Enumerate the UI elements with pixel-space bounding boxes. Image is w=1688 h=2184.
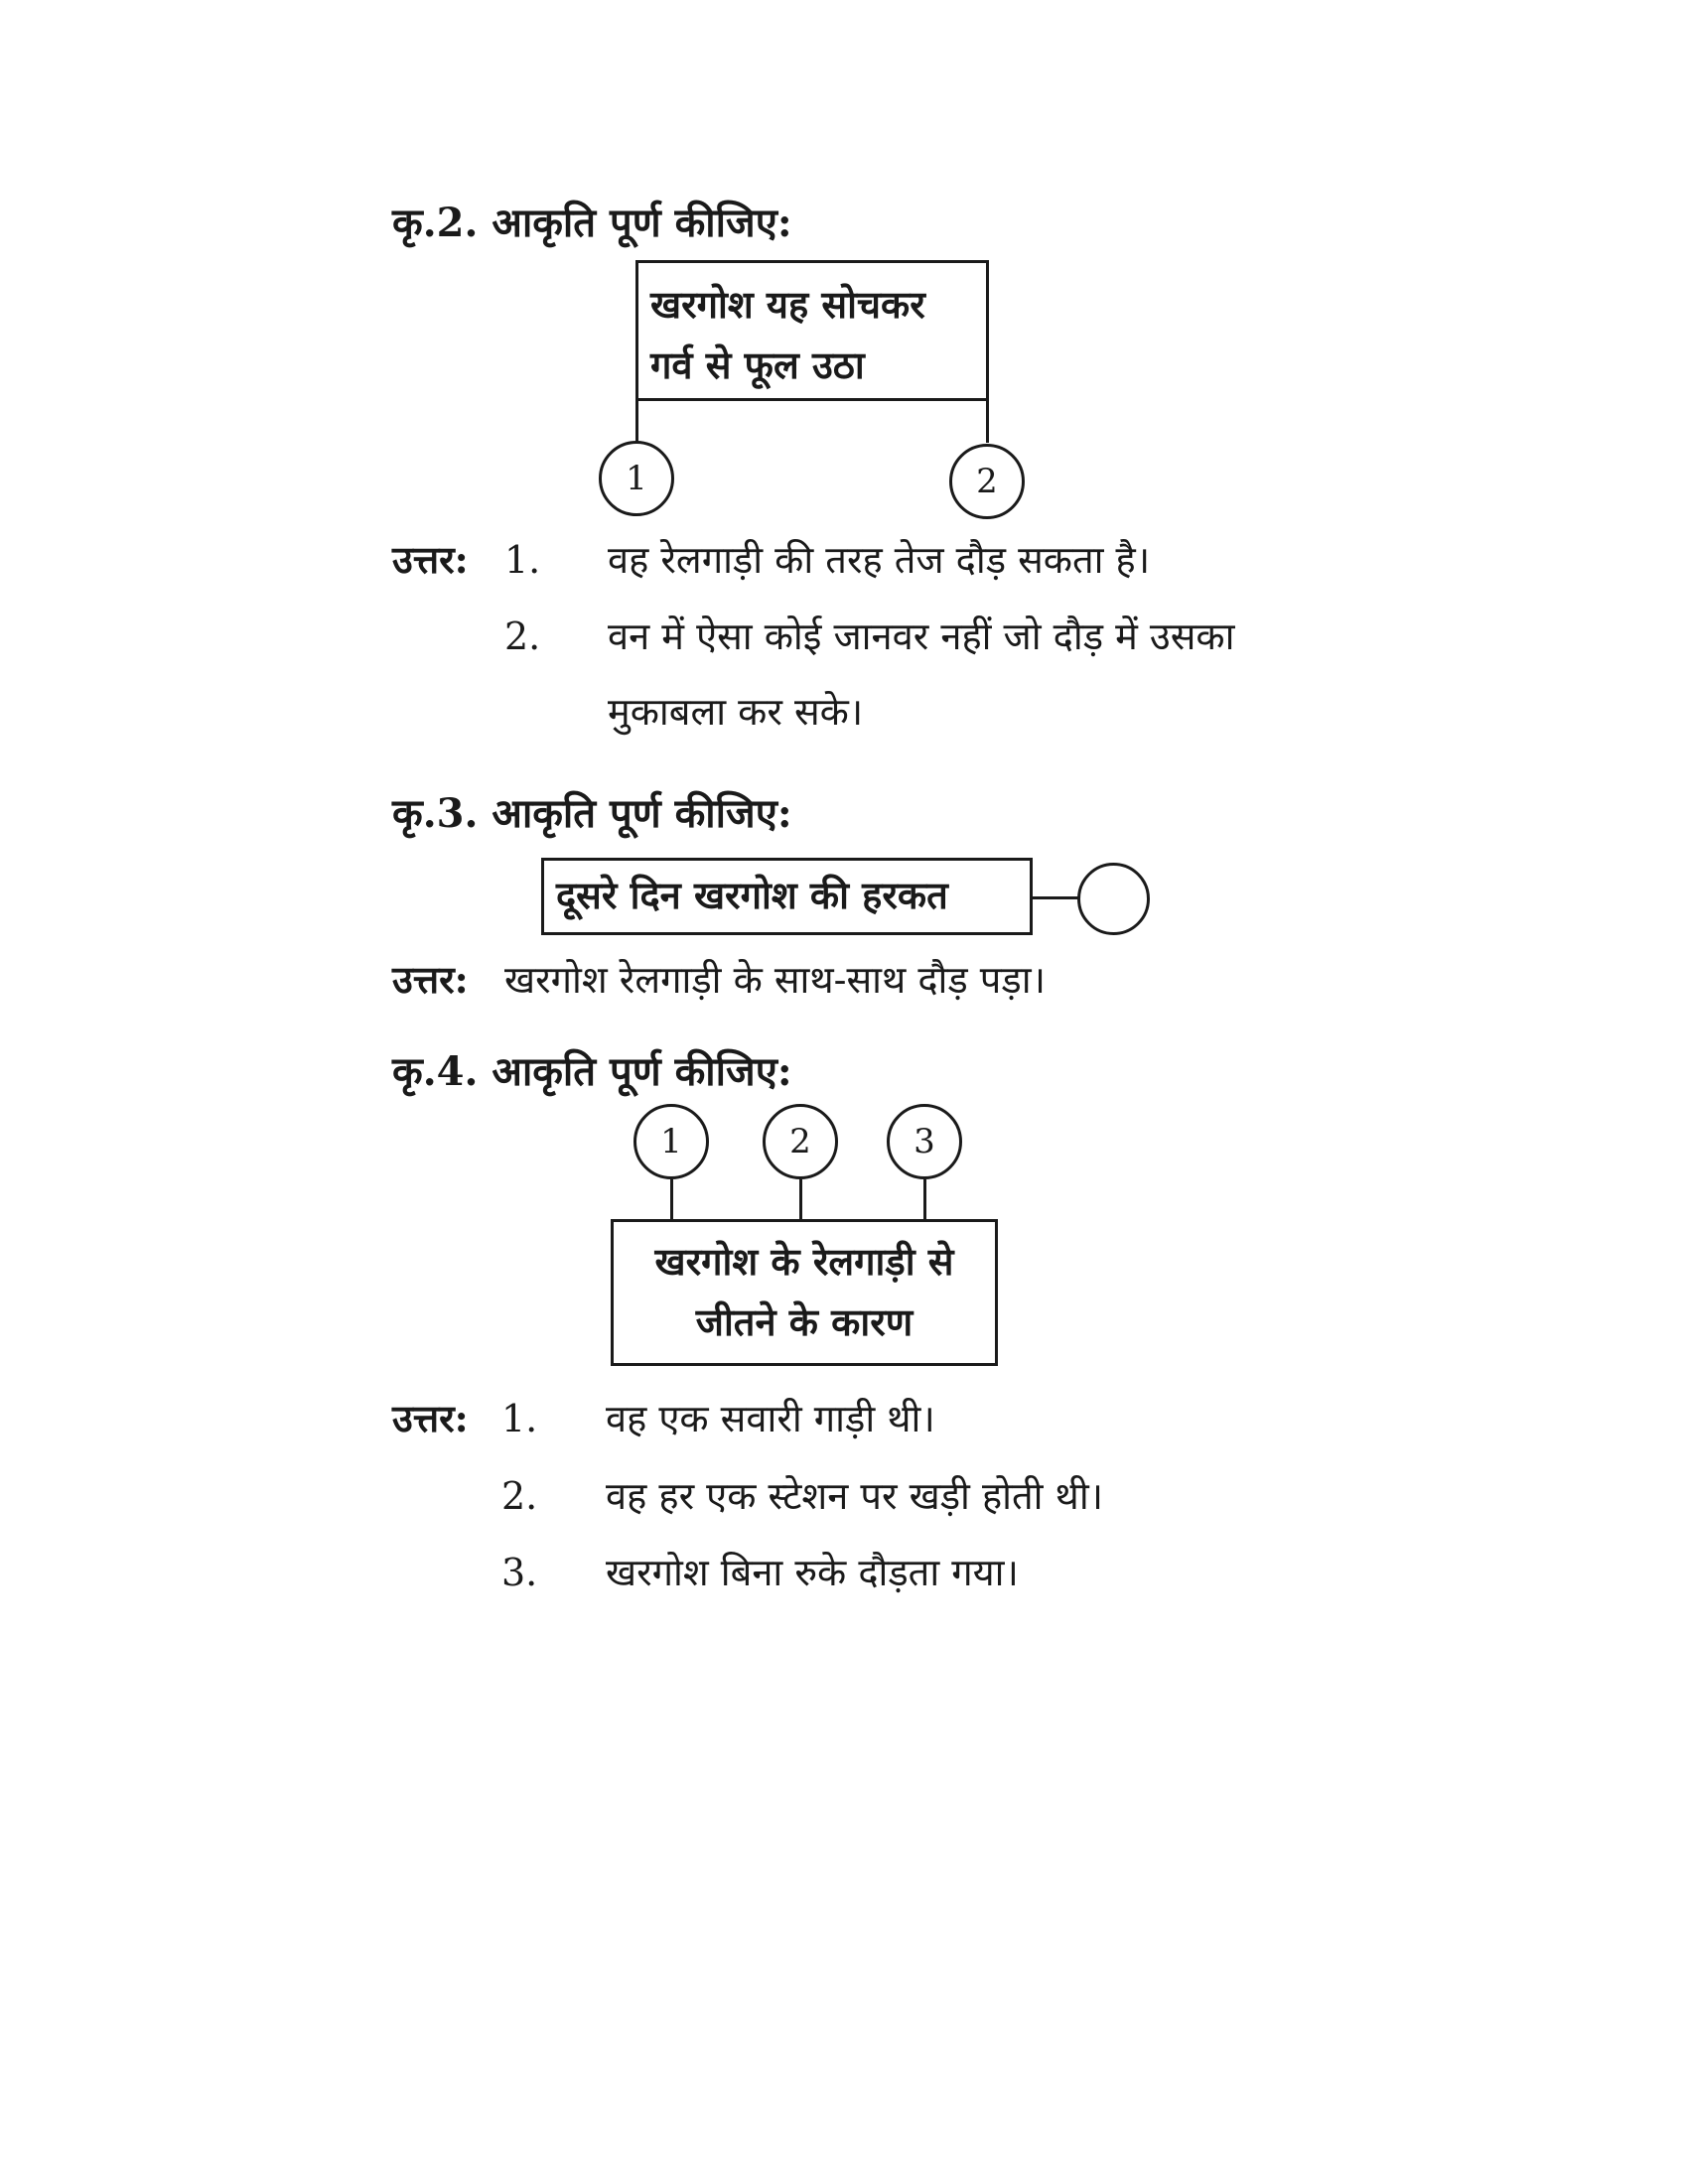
q2-answer-2-num: 2. <box>504 614 541 658</box>
q2-answer-2-text-cont: मुकाबला कर सके। <box>608 690 864 734</box>
q4-answer-1-num: 1. <box>501 1397 538 1440</box>
q4-blank-circle-1 <box>633 1104 709 1179</box>
q4-answer-1-text: वह एक सवारी गाड़ी थी। <box>606 1397 935 1440</box>
q4-blank-circle-2 <box>763 1104 838 1179</box>
q2-circle-1-label: 1 <box>626 459 647 498</box>
q2-answer-label: उत्तर: <box>392 537 469 582</box>
q4-blank-circle-3 <box>887 1104 962 1179</box>
q2-connector-2 <box>986 401 989 443</box>
q2-answer-1-text: वह रेलगाड़ी की तरह तेज दौड़ सकता है। <box>608 538 1151 582</box>
q2-box-line2: गर्व से फूल उठा <box>650 341 865 387</box>
q2-answer-2-text: वन में ऐसा कोई जानवर नहीं जो दौड़ में उसका <box>608 614 1235 658</box>
q4-circle-3-label: 3 <box>914 1122 935 1161</box>
q2-box-line1: खरगोश यह सोचकर <box>650 282 925 327</box>
q4-heading: कृ.4. आकृति पूर्ण कीजिए: <box>392 1048 792 1095</box>
q2-heading: कृ.2. आकृति पूर्ण कीजिए: <box>392 200 792 246</box>
q3-heading: कृ.3. आकृति पूर्ण कीजिए: <box>392 790 792 837</box>
q3-concept-box <box>541 858 1033 935</box>
q4-connector-3 <box>923 1179 926 1219</box>
q3-connector <box>1033 896 1079 899</box>
q4-answer-label: उत्तर: <box>392 1396 469 1440</box>
q4-answer-2-text: वह हर एक स्टेशन पर खड़ी होती थी। <box>606 1474 1104 1518</box>
q2-concept-box <box>635 260 989 401</box>
q4-connector-2 <box>799 1179 802 1219</box>
q4-box-line1: खरगोश के रेलगाड़ी से <box>654 1239 954 1284</box>
q4-connector-1 <box>670 1179 673 1219</box>
q4-answer-3-num: 3. <box>501 1551 538 1594</box>
q2-circle-2-label: 2 <box>976 462 998 501</box>
q4-circle-2-label: 2 <box>789 1122 811 1161</box>
q3-blank-circle <box>1077 863 1150 935</box>
q3-box-text: दूसरे दिन खरगोश की हरकत <box>556 873 948 917</box>
q2-blank-circle-1 <box>599 441 674 516</box>
q3-answer-text: खरगोश रेलगाड़ी के साथ-साथ दौड़ पड़ा। <box>504 958 1046 1002</box>
q3-answer-label: उत्तर: <box>392 957 469 1002</box>
q4-circle-1-label: 1 <box>660 1122 682 1161</box>
q2-blank-circle-2 <box>949 444 1025 519</box>
q4-answer-3-text: खरगोश बिना रुके दौड़ता गया। <box>606 1551 1019 1594</box>
q4-box-line2: जीतने के कारण <box>695 1298 914 1344</box>
q4-concept-box <box>611 1219 998 1366</box>
q2-connector-1 <box>635 401 638 443</box>
q2-answer-1-num: 1. <box>504 538 541 582</box>
q4-answer-2-num: 2. <box>501 1474 538 1518</box>
